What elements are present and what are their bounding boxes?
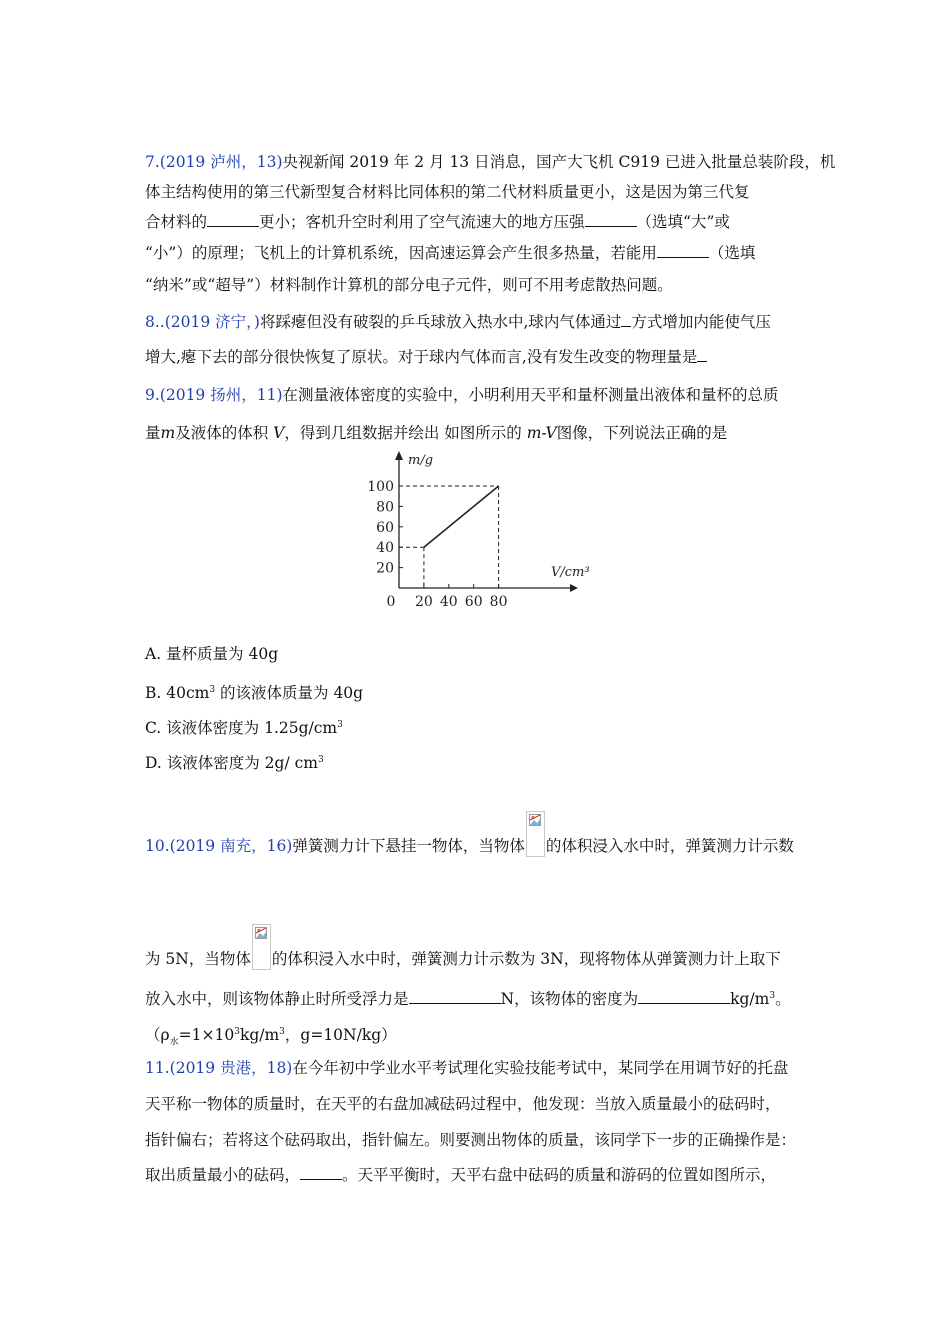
q7-text-1: 央视新闻 2019 年 2 月 13 日消息，国产大飞机 C919 已进入批量总装阶段，机 [282,153,836,171]
q11-blank-1[interactable] [300,1165,342,1180]
q7-line-1 [145,152,835,172]
q9-source: (2019 扬州，11) [159,386,283,404]
q8-source: (2019 济宁，) [164,313,260,331]
q7-line-2: 体主结构使用的第三代新型复合材料比同体积的第二代材料质量更小，这是因为第三代复 [145,183,750,201]
q9-text-2a: 量 [145,424,161,442]
option-b-text-2: 的该液体质量为 40g [215,684,364,703]
q10-text-4c: kg/m [239,1026,280,1045]
option-b-sup: 3 [209,685,216,695]
q10-text-1b: 的体积浸入水中时，弹簧测力计示数 [545,837,794,855]
q8-line-2 [145,347,707,367]
option-b-text: B. 40cm [145,684,210,703]
q11-line-3: 指针偏右；若将这个砝码取出，指针偏左。则要测出物体的质量，该同学下一步的正确操作是： [145,1131,797,1149]
q10-text-4b: =1×10 [178,1026,235,1045]
q7-text-3a: 合材料的 [145,213,208,231]
q7-text-3c: （选填“大”或 [636,213,730,231]
q9-number: 9. [145,386,160,404]
q10-line-3 [145,986,791,1009]
q11-line-2: 天平称一物体的质量时，在天平的右盘加减砝码过程中，他发现：当放入质量最小的砝码时， [145,1095,781,1113]
option-a[interactable]: A. 量杯质量为 40g [145,645,279,663]
q8-blank-2[interactable] [697,347,707,362]
q10-sup-3: 3 [279,1027,285,1037]
x-axis-arrow [570,584,578,592]
q10-sup-2: 3 [234,1027,240,1037]
q7-text-3b: 更小；客机升空时利用了空气流速大的地方压强 [259,213,585,231]
q10-text-1a: 弹簧测力计下悬挂一物体，当物体 [292,837,525,855]
option-b[interactable] [145,680,363,703]
q10-source: (2019 南充，16) [169,837,293,855]
y-tick-label: 60 [376,519,394,536]
q10-text-3c: kg/m [730,990,770,1009]
q7-blank-2[interactable] [585,212,637,227]
q8-text-2: 增大,瘪下去的部分很快恢复了原状。对于球内气体而言,没有发生改变的物理量是 [145,348,698,366]
q11-line-4 [145,1165,776,1185]
q9-text-2c: ，得到几组数据并绘出 如图所示的 [284,424,522,442]
x-axis-label: V/cm³ [551,565,590,580]
q7-line-4 [145,243,755,263]
option-c[interactable] [145,715,343,738]
q8-blank-1[interactable] [621,312,631,327]
option-c-sup: 3 [337,720,343,730]
q7-blank-1[interactable] [207,212,259,227]
q9-text-1: 在测量液体密度的实验中，小明利用天平和量杯测量出液体和量杯的总质 [282,386,779,404]
q10-blank-2[interactable] [638,989,730,1004]
q9-var-m: m [160,424,176,442]
q10-sub-water: 水 [169,1037,179,1048]
broken-image-icon [526,811,545,857]
broken-image-icon [252,924,271,970]
q10-text-2b: 的体积浸入水中时，弹簧测力计示数为 3N，现将物体从弹簧测力计上取下 [271,950,781,968]
x-tick-label: 80 [489,594,508,610]
q7-text-4b: （选填 [708,244,756,262]
q9-line-2 [145,423,727,443]
q9-var-mV: m-V [526,424,557,442]
q9-text-2b: 及液体的体积 [175,424,269,442]
y-axis-label: m/g [408,453,434,468]
q8-line-1 [145,312,771,332]
q10-sup-1: 3 [769,991,776,1001]
m-v-chart [360,448,600,612]
q11-line-1 [145,1058,788,1078]
option-d-text: D. 该液体密度为 2g/ cm [145,754,318,773]
q7-blank-3[interactable] [657,243,709,258]
q11-text-1: 在今年初中学业水平考试理化实验技能考试中，某同学在用调节好的托盘 [292,1059,789,1077]
q10-text-3b: N，该物体的密度为 [500,990,639,1009]
q10-line-2 [145,924,781,970]
y-tick-label: 40 [376,540,394,557]
q10-text-4d: ，g=10N/kg） [284,1026,397,1045]
y-tick-label: 100 [367,479,394,495]
y-tick-label: 20 [376,560,394,577]
q9-var-V: V [273,424,285,442]
q10-blank-1[interactable] [409,989,501,1004]
q11-text-4a: 取出质量最小的砝码， [145,1166,301,1184]
x-tick-label: 0 [386,594,396,610]
q7-line-5: “纳米”或“超导”）材料制作计算机的部分电子元件，则可不用考虑散热问题。 [145,276,673,294]
q8-text-1a: 将踩瘪但没有破裂的乒乓球放入热水中,球内气体通过 [259,313,622,331]
q11-text-4b: 。天平平衡时，天平右盘中砝码的质量和游码的位置如图所示， [342,1166,777,1184]
x-tick-label: 20 [414,594,433,610]
option-c-text: C. 该液体密度为 1.25g/cm [145,719,338,738]
q9-text-2d: 图像，下列说法正确的是 [556,424,728,442]
q7-line-3 [145,212,730,232]
q8-text-1b: 方式增加内能使气压 [631,313,771,331]
option-d[interactable] [145,750,324,773]
q10-text-4a: （ρ [145,1026,170,1045]
q8-number: 8.. [145,313,165,331]
q9-line-1 [145,385,779,405]
q10-line-4 [145,1022,397,1052]
x-tick-label: 40 [439,594,458,610]
q10-number: 10. [145,837,170,855]
q10-text-3a: 放入水中，则该物体静止时所受浮力是 [145,990,409,1009]
x-tick-label: 60 [464,594,483,610]
q7-number: 7. [145,153,160,171]
data-line [424,486,499,547]
q7-text-4a: “小”）的原理；飞机上的计算机系统，因高速运算会产生很多热量，若能用 [145,244,657,262]
q10-text-3d: 。 [775,990,791,1009]
y-axis-arrow [395,451,403,460]
q10-text-2a: 为 5N，当物体 [145,950,251,968]
q7-source: (2019 泸州，13) [159,153,283,171]
y-tick-label: 80 [376,499,394,516]
option-d-sup: 3 [317,755,324,765]
q11-number: 11. [145,1059,170,1077]
q11-source: (2019 贵港，18) [169,1059,293,1077]
q10-line-1 [145,811,794,857]
